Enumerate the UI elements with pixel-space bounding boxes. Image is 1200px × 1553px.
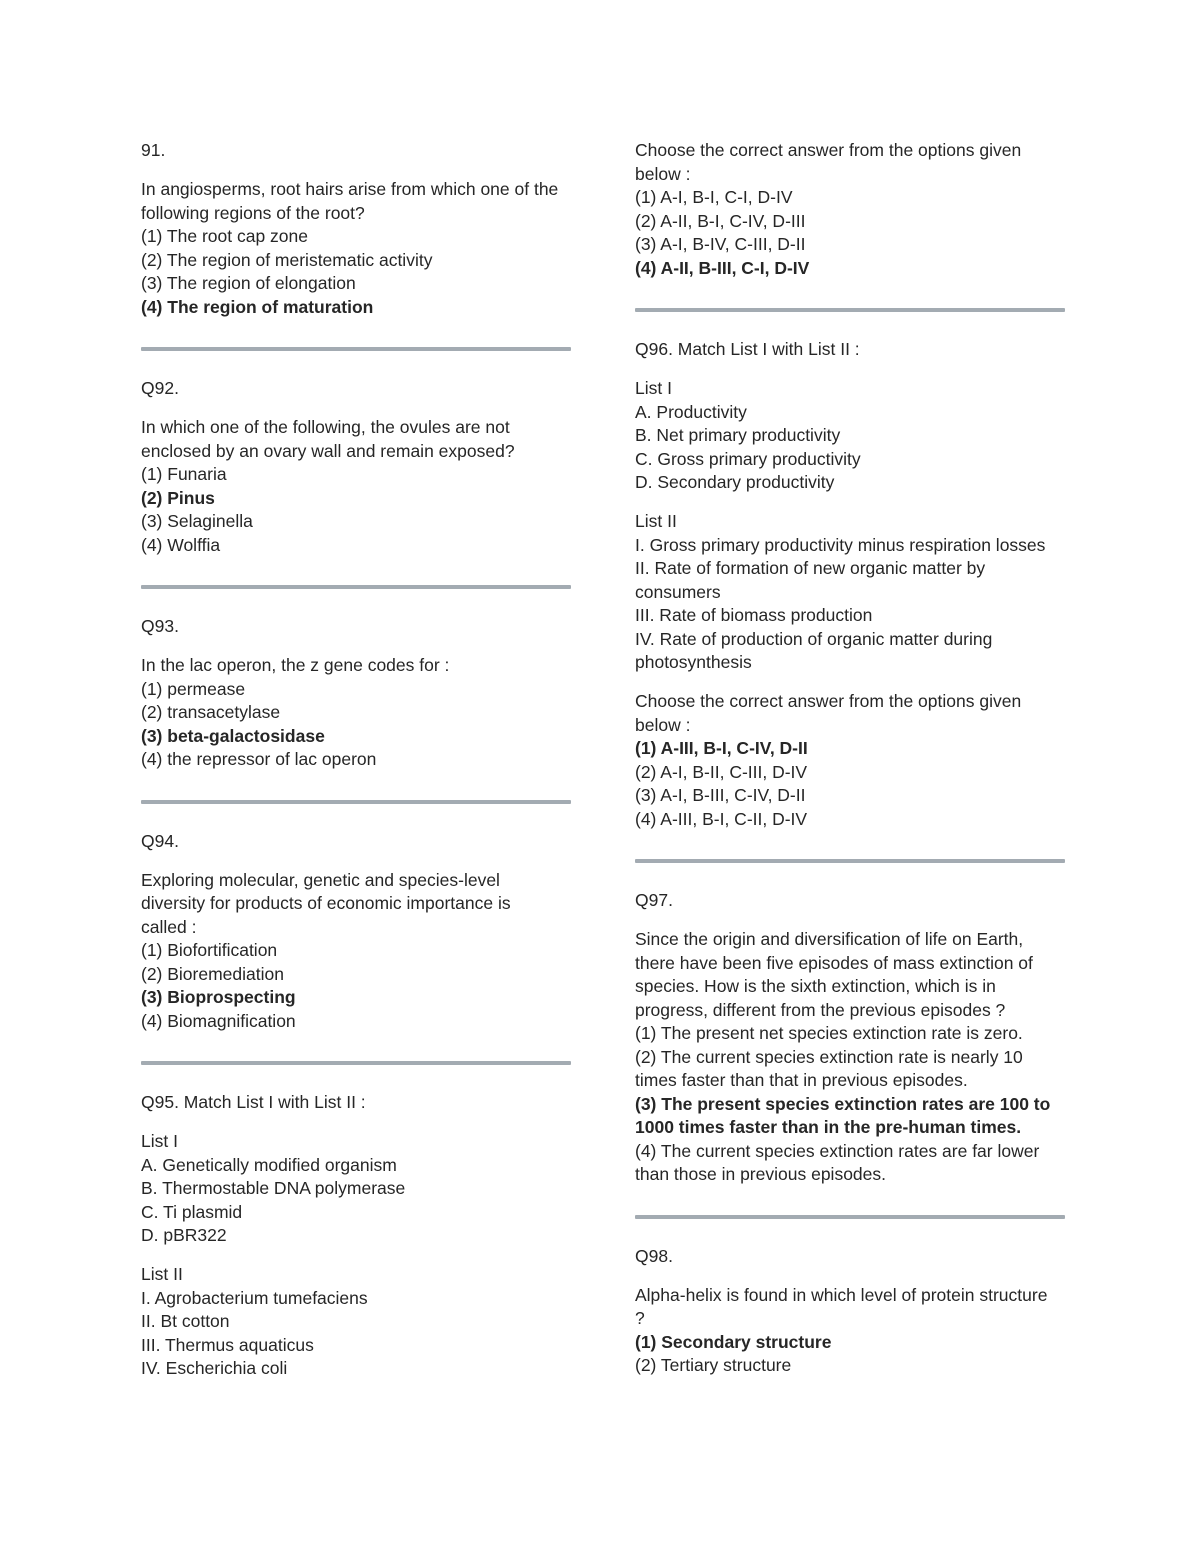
option-2: (2) transacetylase [141,702,281,722]
divider [635,1215,1065,1219]
option-3-correct: (3) Bioprospecting [141,987,296,1007]
list-1-item: A. Genetically modified organism [141,1154,397,1175]
list-2-item: II. Bt cotton [141,1311,230,1331]
list-1-item: B. Net primary productivity [635,425,841,445]
list-1-item: A. Productivity [635,401,747,422]
question-stem: following regions of the root? [141,202,365,223]
option-2: (2) A-II, B-I, C-IV, D-III [635,210,806,231]
question-number: Q97. [635,890,673,910]
option-4: (4) The current species extinction rates are far lower [635,1140,1040,1161]
list-2-item: I. Gross primary productivity minus respiration losses [635,534,1046,555]
list-2-title: List II [635,511,677,531]
option-1: (1) The present net species extinction rate is zero. [635,1023,1023,1043]
question-number: Q94. [141,830,179,851]
answer-prompt: Choose the correct answer from the options given [635,691,1022,711]
option-4-correct: (4) A-II, B-III, C-I, D-IV [635,257,810,278]
option-2: (2) The region of meristematic activity [141,249,433,270]
option-2: (2) A-I, B-II, C-III, D-IV [635,761,808,782]
list-2-item: photosynthesis [635,652,752,672]
question-stem: Since the origin and diversification of life on Earth, [635,929,1024,949]
question-stem: species. How is the sixth extinction, which is in [635,976,996,996]
list-1-item: C. Gross primary productivity [635,448,861,469]
list-2-item: IV. Escherichia coli [141,1358,288,1378]
answer-prompt: below : [635,163,691,184]
option-1: (1) The root cap zone [141,226,308,246]
question-98 [635,1245,1065,1378]
question-95-continued [635,139,1065,280]
question-stem: diversity for products of economic importance is [141,893,511,913]
divider [635,859,1065,863]
question-91 [141,139,571,319]
option-2: (2) Bioremediation [141,963,284,984]
option-3: (3) The region of elongation [141,273,356,293]
answer-prompt: below : [635,714,691,735]
question-stem: progress, different from the previous episodes ? [635,999,1006,1020]
question-stem: there have been five episodes of mass extinction of [635,952,1033,973]
list-1-item: D. pBR322 [141,1225,227,1245]
question-95 [141,1091,571,1381]
option-3-correct: (3) beta-galactosidase [141,725,325,746]
option-4-correct: (4) The region of maturation [141,296,374,317]
divider [141,585,571,589]
option-3-correct: (3) The present species extinction rates are 100 to [635,1093,1051,1114]
option-4: (4) A-III, B-I, C-II, D-IV [635,808,808,829]
list-2-item: consumers [635,581,721,602]
divider [141,347,571,351]
answer-prompt: Choose the correct answer from the options given [635,140,1022,160]
option-1: (1) Funaria [141,464,227,484]
left-column [141,139,571,1381]
divider [635,308,1065,312]
question-stem: Alpha-helix is found in which level of protein structure [635,1284,1048,1305]
divider [141,1061,571,1065]
question-number: Q98. [635,1245,673,1266]
list-2-item: III. Thermus aquaticus [141,1334,314,1355]
question-number: Q92. [141,378,179,398]
question-number: Q95. Match List I with List II : [141,1092,366,1112]
question-92 [141,377,571,557]
question-stem: In which one of the following, the ovules are not [141,417,510,437]
list-2-item: IV. Rate of production of organic matter during [635,628,993,649]
question-stem: ? [635,1308,645,1328]
option-4: (4) Wolffia [141,534,221,555]
option-2: (2) The current species extinction rate is nearly 10 [635,1046,1023,1067]
list-2-item: I. Agrobacterium tumefaciens [141,1287,368,1308]
right-column [635,139,1065,1378]
list-2-item: II. Rate of formation of new organic matter by [635,558,986,578]
option-1-correct: (1) Secondary structure [635,1331,832,1352]
list-1-item: D. Secondary productivity [635,472,835,492]
list-1-item: B. Thermostable DNA polymerase [141,1178,406,1198]
option-1-correct: (1) A-III, B-I, C-IV, D-II [635,738,808,758]
list-2-item: III. Rate of biomass production [635,605,873,625]
question-97 [635,889,1065,1187]
question-stem: Exploring molecular, genetic and species-level [141,869,500,890]
question-94 [141,830,571,1034]
option-2-correct: (2) Pinus [141,487,215,508]
option-2-cont: times faster than that in previous episodes. [635,1070,968,1090]
option-4-cont: than those in previous episodes. [635,1164,886,1184]
question-stem: In the lac operon, the z gene codes for : [141,655,450,675]
option-3-correct-cont: 1000 times faster than in the pre-human times. [635,1117,1022,1137]
list-2-title: List II [141,1264,183,1284]
question-number: 91. [141,140,166,160]
list-1-item: C. Ti plasmid [141,1201,243,1222]
option-1: (1) permease [141,678,246,699]
question-stem: In angiosperms, root hairs arise from which one of the [141,179,559,199]
question-96 [635,338,1065,831]
question-93 [141,615,571,772]
option-1: (1) A-I, B-I, C-I, D-IV [635,187,793,207]
option-1: (1) Biofortification [141,940,278,960]
question-number: Q93. [141,616,179,636]
option-4: (4) the repressor of lac operon [141,749,377,769]
option-2: (2) Tertiary structure [635,1355,792,1375]
question-stem: enclosed by an ovary wall and remain exposed? [141,440,515,461]
list-1-title: List I [141,1131,178,1151]
option-3: (3) A-I, B-III, C-IV, D-II [635,785,806,805]
question-stem: called : [141,916,197,937]
option-4: (4) Biomagnification [141,1010,296,1031]
question-number: Q96. Match List I with List II : [635,339,860,359]
divider [141,800,571,804]
option-3: (3) Selaginella [141,511,253,531]
option-3: (3) A-I, B-IV, C-III, D-II [635,234,806,254]
list-1-title: List I [635,378,672,398]
